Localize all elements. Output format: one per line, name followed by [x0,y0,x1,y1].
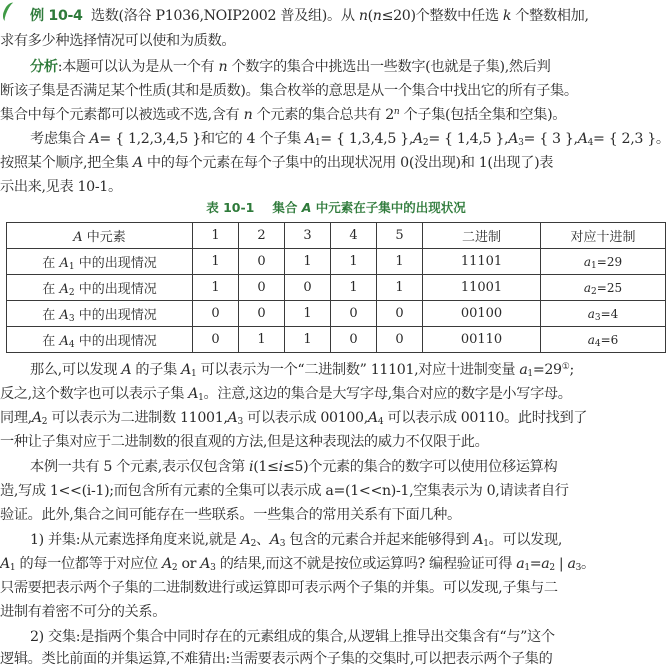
para-text: 本例一共有 5 个元素,表示仅包含第 [30,459,250,475]
para-text: 同理, [0,410,32,426]
intersection-line-2: 逻辑。类比前面的并集运算,不难猜出:当需要表示两个子集的交集时,可以把表示两个子集的 [0,651,553,667]
bit-cell: 1 [331,275,377,301]
header-col-1: 1 [193,223,239,249]
consider-text: 按照某个顺序,把全集 [0,155,133,171]
para-text: ≤5)个元素的集合的数字可以使用位移运算构 [282,459,558,475]
table-row [7,301,666,327]
var-k: k [502,8,512,24]
bit-cell: 0 [239,301,285,327]
var-a: a [583,254,592,269]
para-text: = [529,556,542,572]
row-label-text: 中的出现情况 [74,334,157,349]
consider-text: = { 1,3,4,5 }, [320,131,414,147]
header-col-5: 5 [377,223,423,249]
header-col-3: 3 [285,223,331,249]
set-A4: A [577,131,588,147]
consider-text: 中的每个元素在每个子集中的出现状况用 0(没出现)和 1(出现了)表 [142,155,554,171]
example-text: ≤20)个整数中任选 [381,8,503,24]
var-a: a [519,362,528,378]
decimal-value: =25 [596,280,623,295]
set-A2: A [162,556,172,572]
decimal-value: =29 [596,254,623,269]
bit-cell: 0 [239,275,285,301]
subscript: 1 [524,563,530,573]
row-label-text: 在 [42,334,60,349]
row-label-text: 在 [42,308,60,323]
bit-cell: 0 [285,275,331,301]
bit-cell: 0 [331,301,377,327]
row-label-text: 在 [42,282,60,297]
subscript: 3 [237,417,243,427]
set-A: A [59,256,69,271]
set-A1: A [305,131,315,147]
bit-cell: 0 [193,327,239,353]
set-A1: A [0,556,10,572]
subscript: 1 [191,369,197,379]
set-A4: A [367,410,378,426]
bit-cell: 1 [377,249,423,275]
header-element [7,223,193,249]
set-A1: A [188,386,199,402]
row-label [7,275,193,301]
para2-line-1 [30,360,672,380]
subscript: 1 [483,539,489,549]
set-A3: A [227,410,238,426]
consider-text: = { 1,4,5 }, [428,131,509,147]
para3-line-3: 验证。此外,集合之间可能存在一些联系。一些集合的常用关系有下面几种。 [0,507,461,523]
para-text: 、 [255,532,270,548]
subscript: 3 [68,314,75,324]
analysis-text: 个子集(包括全集和空集)。 [399,107,567,123]
set-A2: A [240,532,251,548]
var-n: n [358,8,368,24]
para-text: (1≤ [253,459,279,475]
example-label: 例 10-4 [30,8,83,24]
subscript: 2 [250,539,256,549]
bit-cell: 1 [239,327,285,353]
row-label [7,249,193,275]
leaf-decoration-icon [0,1,18,24]
set-A2: A [31,410,42,426]
set-A: A [59,282,69,297]
bit-cell: 1 [331,249,377,275]
analysis-line-2: 断该子集是否满足某个性质(其和是质数)。集合枚举的意思是从一个集合中找出它的所有子集。 [0,83,578,99]
bit-cell: 0 [377,327,423,353]
header-text: 中元素 [82,230,126,245]
set-A: A [301,200,312,215]
para3-line-2: 造,写成 1<<(i-1);而包含所有元素的全集可以表示成 a=(1<<n)-1,空集表示为 0,请读者自行 [0,483,569,499]
table-row [7,327,666,353]
subscript: 4 [377,417,384,427]
para-text: 可以表示成 00100, [242,410,368,426]
union-line-1 [30,530,672,550]
para-text: 。可以发现, [488,532,562,548]
subscript: 1 [527,369,533,379]
table-header-row [7,223,666,249]
para-text: 1) 并集:从元素选择角度来说,就是 [30,532,241,548]
example-text: 个整数相加, [511,8,589,24]
analysis-line-1 [30,57,672,77]
para-text: 的每一位都等于对应位 [15,556,162,572]
subscript: 1 [68,262,75,272]
subscript: 1 [9,563,16,573]
para3-line-1 [30,457,672,477]
para2-line-4: 一种让子集对应于二进制数的很直观的方法,但是这种表现法的威力不仅限于此。 [0,434,489,450]
set-A: A [132,155,143,171]
consider-line-1 [30,129,672,149]
para-text: 的结果,而这不就是按位或运算吗? 编程验证可得 [215,556,517,572]
footnote-marker[interactable]: ① [561,362,570,372]
subscript: 3 [575,563,581,573]
decimal-value: =4 [600,306,619,321]
row-label-text: 中的出现情况 [74,308,157,323]
subscript: 2 [68,288,75,298]
para-text: 可以表示为二进制数 11001, [47,410,228,426]
para-text: 包含的元素合并起来能够得到 [285,532,474,548]
row-label-text: 在 [42,256,60,271]
header-decimal: 对应十进制 [541,223,666,249]
subscript: 1 [198,393,204,403]
row-label-text: 中的出现情况 [74,282,157,297]
var-n: n [218,59,228,75]
table-caption-text: 中元素在子集中的出现状况 [311,200,466,215]
subscript: 1 [591,260,597,271]
consider-text: 考虑集合 [30,131,90,147]
example-line-2: 求有多少种选择情况可以使和为质数。 [0,33,236,49]
consider-line-3: 示出来,见表 10-1。 [0,179,122,195]
var-a: a [587,332,595,347]
para-text: 。注意,这边的集合是大写字母,集合对应的数字是小写字母。 [203,386,572,402]
analysis-text: :本题可以认为是从一个有 [57,59,219,75]
bit-cell: 1 [285,327,331,353]
bit-cell: 0 [331,327,377,353]
consider-text: = { 3 }, [523,131,578,147]
set-A: A [59,308,69,323]
subscript: 2 [591,286,597,297]
var-i: i [249,459,254,475]
consider-line-2 [0,153,672,173]
subscript: 2 [422,138,429,148]
para2-line-3 [0,408,672,428]
table-row [7,249,666,275]
subscript: 3 [210,563,216,573]
binary-cell: 00110 [423,327,541,353]
row-label-text: 中的出现情况 [74,256,157,271]
analysis-line-3 [0,105,672,125]
decimal-value: =6 [600,332,619,347]
subscript: 4 [594,338,601,349]
para-text: 的子集 [131,362,182,378]
var-a: a [587,306,595,321]
subscript: 3 [594,312,601,323]
set-A: A [59,334,69,349]
para-text: 反之,这个数字也可以表示子集 [0,386,189,402]
var-i: i [278,459,283,475]
set-A3: A [200,556,211,572]
para2-line-2 [0,384,672,404]
set-A: A [73,230,83,245]
table-caption [0,200,672,216]
subscript: 2 [41,417,48,427]
union-line-3: 只需要把表示两个子集的二进制数进行或运算即可表示两个子集的并集。可以发现,子集与二 [0,580,558,596]
binary-cell: 00100 [423,301,541,327]
example-text: 选数(洛谷 P1036,NOIP2002 普及组)。从 [90,8,359,24]
decimal-cell [541,275,666,301]
subscript: 3 [279,539,286,549]
superscript-n: n [393,107,400,117]
bit-cell: 0 [193,301,239,327]
bit-cell: 1 [193,249,239,275]
para-text: 那么,可以发现 [30,362,122,378]
subset-table [6,222,666,353]
bit-cell: 1 [285,301,331,327]
para-text: ; [569,362,574,378]
consider-text: = { 1,2,3,4,5 }和它的 4 个子集 [99,131,305,147]
set-A3: A [269,532,280,548]
subscript: 1 [314,138,321,148]
set-A: A [89,131,100,147]
union-line-4: 进制有着密不可分的关系。 [0,604,167,620]
bit-cell: 1 [285,249,331,275]
bit-cell: 1 [193,275,239,301]
row-label [7,327,193,353]
table-caption-number: 表 10-1 [206,200,255,215]
set-A3: A [508,131,519,147]
bit-cell: 0 [239,249,285,275]
table-row [7,275,666,301]
table-caption-text: 集合 [272,200,302,215]
set-A2: A [413,131,423,147]
union-line-2 [0,554,672,574]
binary-cell: 11101 [423,249,541,275]
para-text: | [554,556,568,572]
subscript: 2 [171,563,178,573]
analysis-text: 个元素的集合总共有 2 [252,107,394,123]
header-binary: 二进制 [423,223,541,249]
var-a: a [567,556,576,572]
decimal-cell [541,327,666,353]
example-line-1 [30,6,672,26]
set-A1: A [181,362,192,378]
decimal-cell [541,301,666,327]
set-A: A [121,362,132,378]
set-A1: A [473,532,484,548]
subscript: 3 [518,138,524,148]
header-col-2: 2 [239,223,285,249]
var-a: a [541,556,550,572]
para-text: 。 [581,556,595,572]
analysis-label: 分析 [30,59,58,75]
var-n: n [372,8,382,24]
var-a: a [583,280,592,295]
example-text: ( [367,8,373,24]
decimal-cell [541,249,666,275]
para-text: or [177,556,201,572]
subscript: 4 [68,340,75,350]
analysis-text: 个数字的集合中挑选出一些数字(也就是子集),然后判 [227,59,551,75]
para-text: 可以表示成 00110。此时找到了 [383,410,588,426]
bit-cell: 1 [377,275,423,301]
intersection-line-1: 2) 交集:是指两个集合中同时存在的元素组成的集合,从逻辑上推导出交集含有“与”这个 [30,629,555,645]
row-label [7,301,193,327]
header-col-4: 4 [331,223,377,249]
para-text: =29 [532,362,562,378]
consider-text: = { 2,3 }。 [593,131,670,147]
subscript: 4 [587,138,594,148]
subscript: 2 [549,563,555,573]
bit-cell: 0 [377,301,423,327]
binary-cell: 11001 [423,275,541,301]
analysis-text: 集合中每个元素都可以被选或不选,含有 [0,107,244,123]
para-text: 可以表示为一个“二进制数” 11101,对应十进制变量 [196,362,520,378]
var-a: a [516,556,525,572]
var-n: n [243,107,253,123]
